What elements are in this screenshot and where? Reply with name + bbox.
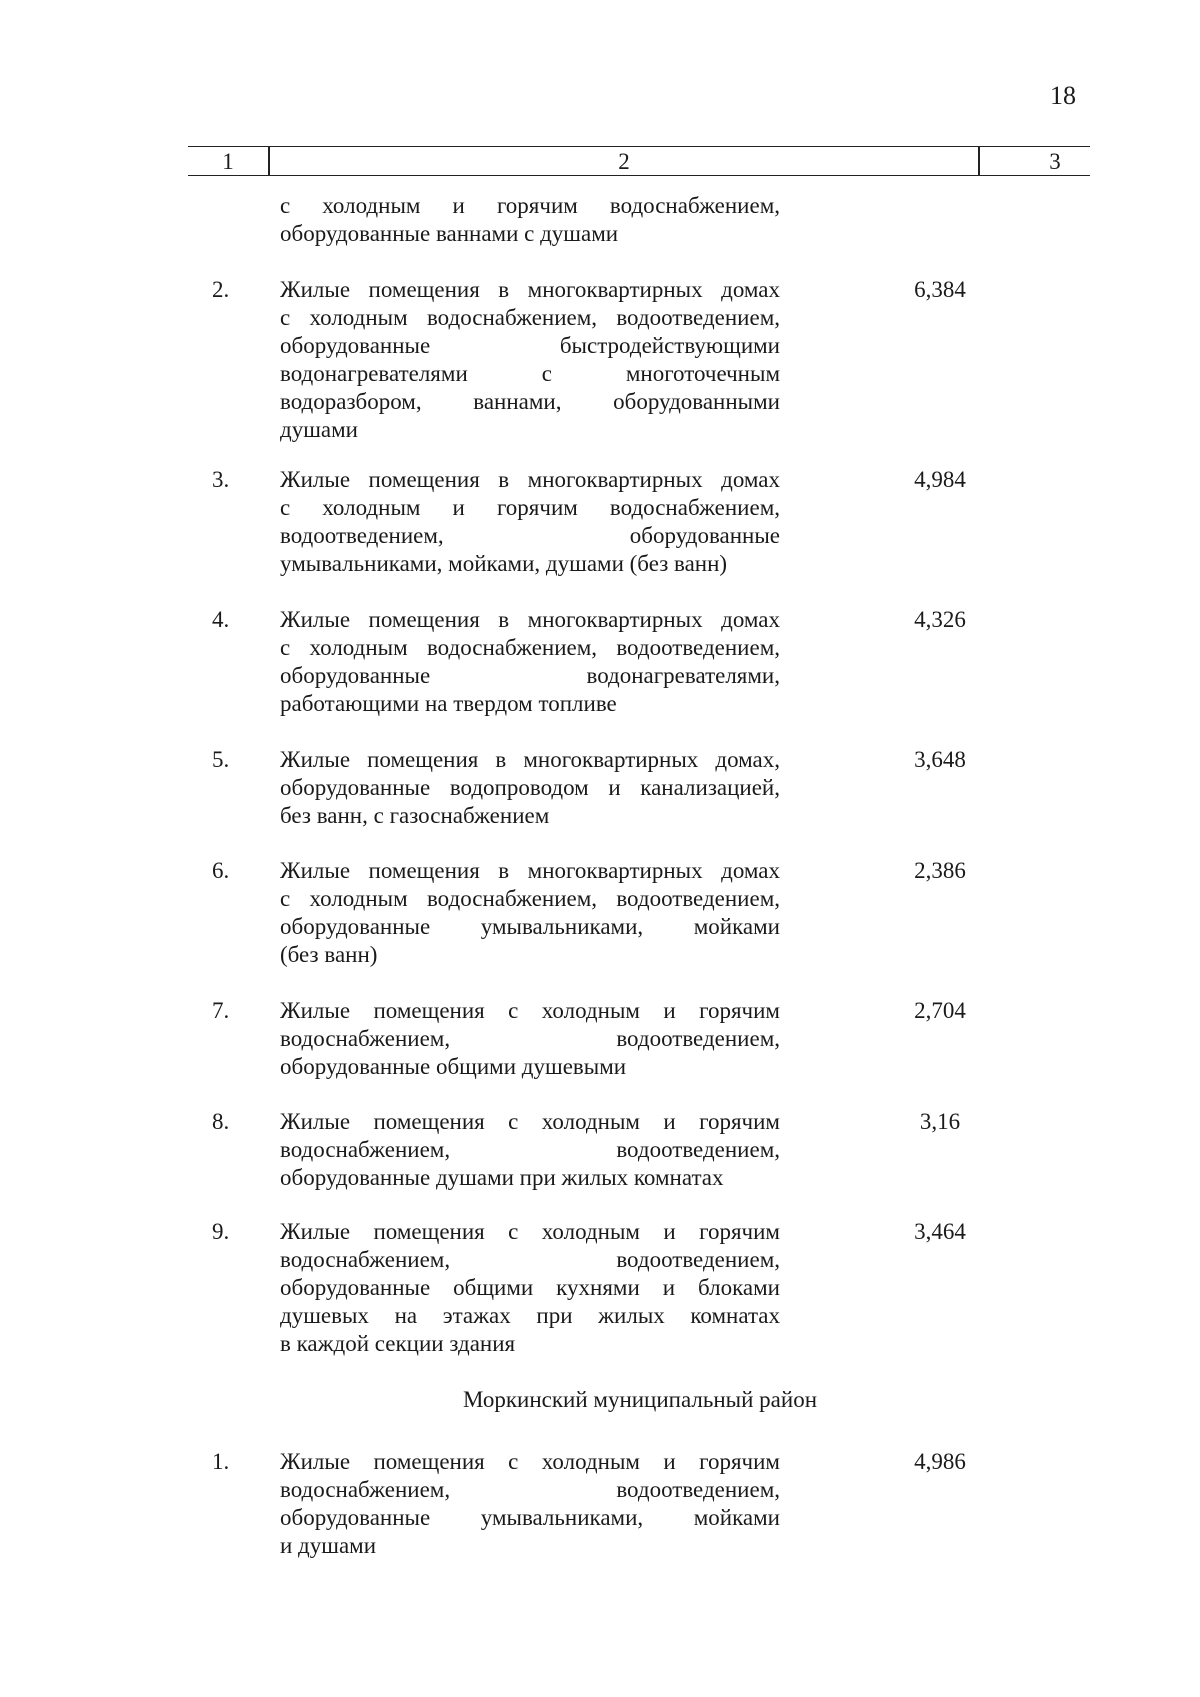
row-number: 4. xyxy=(212,607,230,632)
description-line: оборудованные ваннами с душами xyxy=(280,221,619,246)
description-line: в каждой секции здания xyxy=(280,1331,516,1356)
row-number: 5. xyxy=(212,747,230,772)
description-line: Жилые помещения с холодным и горячим xyxy=(280,1219,780,1244)
description-line: Жилые помещения в многоквартирных домах xyxy=(280,467,780,492)
row-description xyxy=(280,276,780,444)
description-line: водоснабжением, водоотведением, xyxy=(280,1137,780,1162)
description-line: Жилые помещения с холодным и горячим xyxy=(280,1449,780,1474)
description-line: Жилые помещения в многоквартирных домах, xyxy=(280,747,780,772)
row-number: 8. xyxy=(212,1109,230,1134)
description-line: без ванн, с газоснабжением xyxy=(280,803,550,828)
row-description xyxy=(280,857,780,969)
row-number: 6. xyxy=(212,858,230,883)
row-value: 4,984 xyxy=(914,467,966,492)
description-line: водоснабжением, водоотведением, xyxy=(280,1247,780,1272)
description-line: водоснабжением, водоотведением, xyxy=(280,1026,780,1051)
description-line: оборудованные душами при жилых комнатах xyxy=(280,1165,724,1190)
row-number: 1. xyxy=(212,1449,230,1474)
row-number: 2. xyxy=(212,277,230,302)
description-line: водоотведением, оборудованные xyxy=(280,523,780,548)
description-line: водоснабжением, водоотведением, xyxy=(280,1477,780,1502)
row-value: 2,386 xyxy=(914,858,966,883)
description-line: оборудованные общими кухнями и блоками xyxy=(280,1275,780,1300)
row-value: 6,384 xyxy=(914,277,966,302)
description-line: водонагревателями с многоточечным xyxy=(280,361,780,386)
table-header xyxy=(188,146,1090,176)
section-title: Моркинский муниципальный район xyxy=(462,1387,818,1412)
row-value: 3,464 xyxy=(914,1219,966,1244)
row-description xyxy=(280,746,780,830)
description-line: с холодным водоснабжением, водоотведением, xyxy=(280,635,780,660)
page-number: 18 xyxy=(1050,81,1076,110)
description-line: оборудованные умывальниками, мойками xyxy=(280,1505,780,1530)
row-description xyxy=(280,1448,780,1560)
description-line: Жилые помещения в многоквартирных домах xyxy=(280,277,780,302)
description-line: (без ванн) xyxy=(280,942,378,967)
description-line: с холодным водоснабжением, водоотведением, xyxy=(280,305,780,330)
description-line: Жилые помещения с холодным и горячим xyxy=(280,998,780,1023)
row-value: 2,704 xyxy=(914,998,966,1023)
row-number: 3. xyxy=(212,467,230,492)
row-description xyxy=(280,997,780,1081)
row-value: 3,648 xyxy=(914,747,966,772)
description-line: Жилые помещения с холодным и горячим xyxy=(280,1109,780,1134)
row-value: 4,326 xyxy=(914,607,966,632)
description-line: душами xyxy=(280,417,358,442)
description-line: с холодным и горячим водоснабжением, xyxy=(280,495,780,520)
header-col-1: 1 xyxy=(222,149,234,174)
row-value: 3,16 xyxy=(919,1109,961,1134)
description-line: с холодным водоснабжением, водоотведением, xyxy=(280,886,780,911)
description-line: оборудованные водонагревателями, xyxy=(280,663,780,688)
description-line: оборудованные быстродействующими xyxy=(280,333,780,358)
row-number: 9. xyxy=(212,1219,230,1244)
description-line: оборудованные водопроводом и канализацией, xyxy=(280,775,780,800)
description-line: работающими на твердом топливе xyxy=(280,691,617,716)
row-description xyxy=(280,192,780,248)
row-description xyxy=(280,1218,780,1358)
description-line: водоразбором, ваннами, оборудованными xyxy=(280,389,780,414)
row-value: 4,986 xyxy=(914,1449,966,1474)
row-number: 7. xyxy=(212,998,230,1023)
row-description xyxy=(280,606,780,718)
description-line: Жилые помещения в многоквартирных домах xyxy=(280,858,780,883)
description-line: Жилые помещения в многоквартирных домах xyxy=(280,607,780,632)
description-line: оборудованные общими душевыми xyxy=(280,1054,627,1079)
header-col-2: 2 xyxy=(618,149,630,174)
description-line: с холодным и горячим водоснабжением, xyxy=(280,193,780,218)
header-col-3: 3 xyxy=(1049,149,1061,174)
row-description xyxy=(280,1108,780,1192)
row-description xyxy=(280,466,780,578)
description-line: душевых на этажах при жилых комнатах xyxy=(280,1303,780,1328)
description-line: и душами xyxy=(280,1533,377,1558)
description-line: умывальниками, мойками, душами (без ванн) xyxy=(280,551,728,576)
description-line: оборудованные умывальниками, мойками xyxy=(280,914,780,939)
